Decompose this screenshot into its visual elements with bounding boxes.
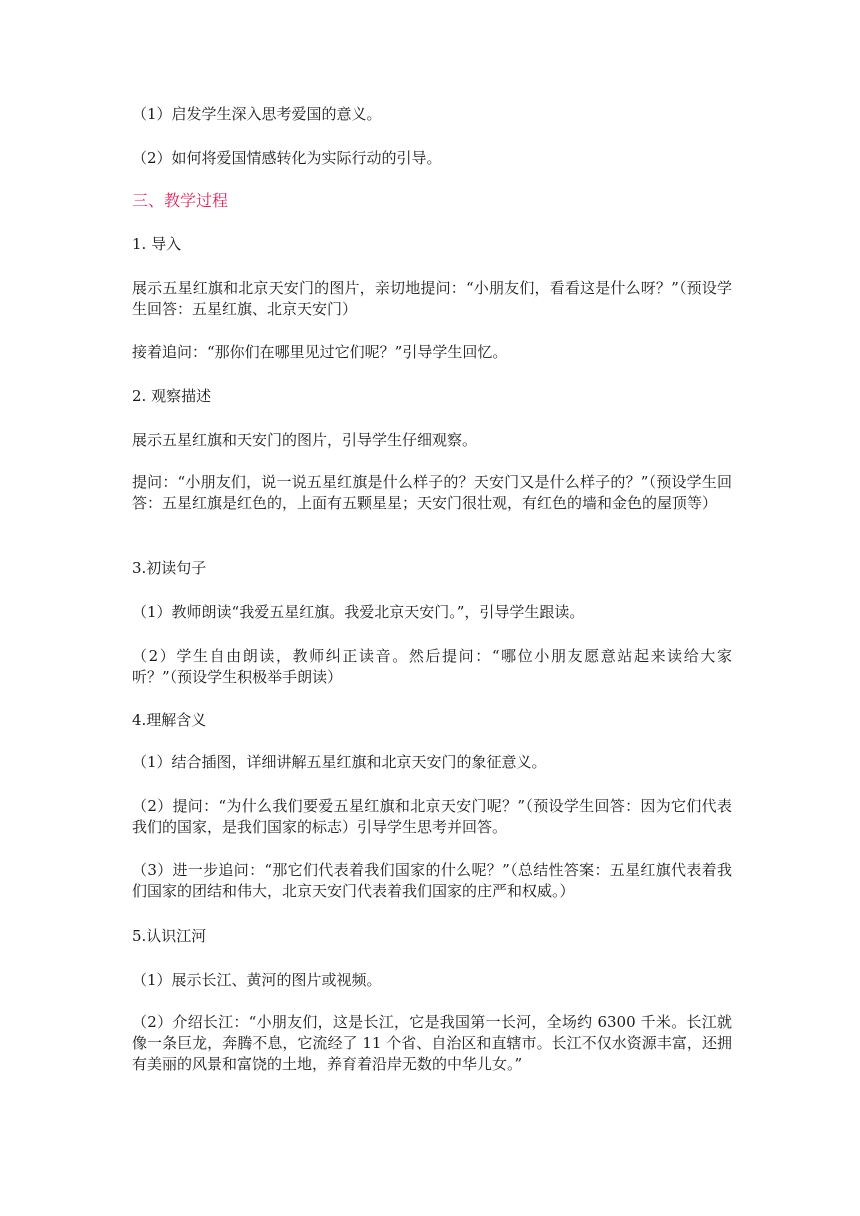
objective-item-1: （1）启发学生深入思考爱国的意义。	[132, 105, 382, 123]
meaning-item-1: （1）结合插图，详细讲解五星红旗和北京天安门的象征意义。	[132, 753, 547, 771]
meaning-item-3: （3）进一步追问：“那它们代表着我们国家的什么呢？”（总结性答案：五星红旗代表着我们国家的团结和伟大，北京天安门代表着我们国家的庄严和权威。）	[132, 861, 732, 900]
step-heading-intro: 1. 导入	[132, 235, 182, 253]
observe-paragraph-2: 提问：“小朋友们，说一说五星红旗是什么样子的？天安门又是什么样子的？”（预设学生回答：五星红旗是红色的，上面有五颗星星；天安门很壮观，有红色的墙和金色的屋顶等）	[132, 473, 732, 512]
step-heading-observe: 2. 观察描述	[132, 387, 212, 405]
step-heading-first-reading: 3.初读句子	[132, 559, 207, 577]
objective-item-2: （2）如何将爱国情感转化为实际行动的引导。	[132, 149, 442, 167]
reading-item-1: （1）教师朗读“我爱五星红旗。我爱北京天安门。”，引导学生跟读。	[132, 603, 585, 621]
intro-paragraph-1: 展示五星红旗和北京天安门的图片，亲切地提问：“小朋友们，看看这是什么呀？”（预设学生回答：五星红旗、北京天安门）	[132, 279, 732, 318]
reading-item-2: （2）学生自由朗读，教师纠正读音。然后提问：“哪位小朋友愿意站起来读给大家听？”（预设学生积极举手朗读）	[132, 647, 732, 686]
intro-paragraph-2: 接着追问：“那你们在哪里见过它们呢？”引导学生回忆。	[132, 343, 508, 361]
section-title-teaching-process: 三、教学过程	[132, 191, 229, 210]
rivers-item-2: （2）介绍长江：“小朋友们，这是长江，它是我国第一长河，全场约 6300 千米。长江就像一条巨龙，奔腾不息，它流经了 11 个省、自治区和直辖市。长江不仅水资源丰富，还拥有美丽的风景和富饶的土地，养育着沿岸无数的中华儿女。”	[132, 1013, 732, 1073]
step-heading-meaning: 4.理解含义	[132, 711, 207, 729]
rivers-item-1: （1）展示长江、黄河的图片或视频。	[132, 971, 382, 989]
meaning-item-2: （2）提问：“为什么我们要爱五星红旗和北京天安门呢？”（预设学生回答：因为它们代表我们的国家，是我们国家的标志）引导学生思考并回答。	[132, 797, 732, 836]
observe-paragraph-1: 展示五星红旗和天安门的图片，引导学生仔细观察。	[132, 431, 478, 449]
step-heading-rivers: 5.认识江河	[132, 927, 207, 945]
